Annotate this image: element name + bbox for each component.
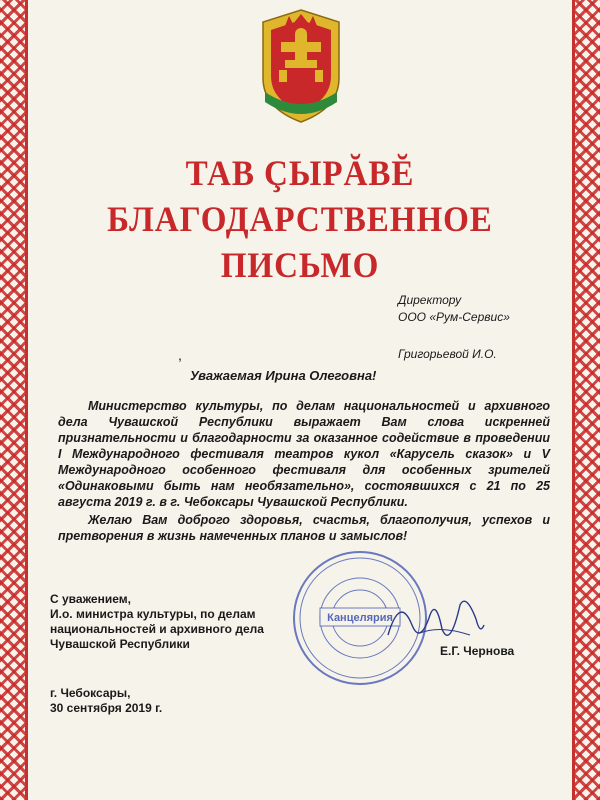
body-paragraph-2: Желаю Вам доброго здоровья, счастья, благополучия, успехов и претворения в жизнь намеченных планов и замыслов! — [58, 513, 550, 543]
closing-line-1: С уважением, — [50, 592, 131, 606]
addressee-company: ООО «Рум-Сервис» — [398, 310, 510, 324]
title-line-2: БЛАГОДАРСТВЕННОЕ — [107, 199, 493, 239]
closing-line-3: национальностей и архивного дела — [50, 622, 264, 636]
right-ornament-border — [572, 0, 600, 800]
left-ornament-border — [0, 0, 28, 800]
punctuation-mark: , — [178, 347, 182, 363]
closing-block — [50, 592, 310, 652]
closing-line-4: Чувашской Республики — [50, 637, 190, 651]
addressee-block — [398, 292, 578, 363]
greeting: Уважаемая Ирина Олеговна! — [190, 368, 377, 383]
chuvash-emblem-icon — [255, 8, 347, 124]
date: 30 сентября 2019 г. — [50, 701, 163, 715]
letter-body — [58, 398, 550, 544]
title-chuvash: ТАВ ÇЫРĂВĔ — [185, 153, 415, 193]
addressee-name: Григорьевой И.О. — [398, 347, 497, 361]
place: г. Чебоксары, — [50, 686, 131, 700]
addressee-position: Директору — [398, 293, 462, 307]
stamp-label: Канцелярия — [327, 612, 393, 624]
title-line-3: ПИСЬМО — [220, 245, 380, 285]
signer-name: Е.Г. Чернова — [440, 644, 515, 658]
closing-line-2: И.о. министра культуры, по делам — [50, 607, 256, 621]
place-date-block — [50, 686, 250, 716]
body-paragraph-1: Министерство культуры, по делам национальностей и архивного дела Чувашской Республики выражает Вам слова искренней признательности и благодарности за оказанное содействие в проведении I Международного фестиваля театров кукол «Карусель сказок» и V Международного особенного фестиваля для особенных зрителей «Одинаковыми быть нам необязательно», состоявшихся с 21 по 25 августа 2019 г. в г. Чебоксары Чувашской Республики. — [58, 399, 550, 509]
